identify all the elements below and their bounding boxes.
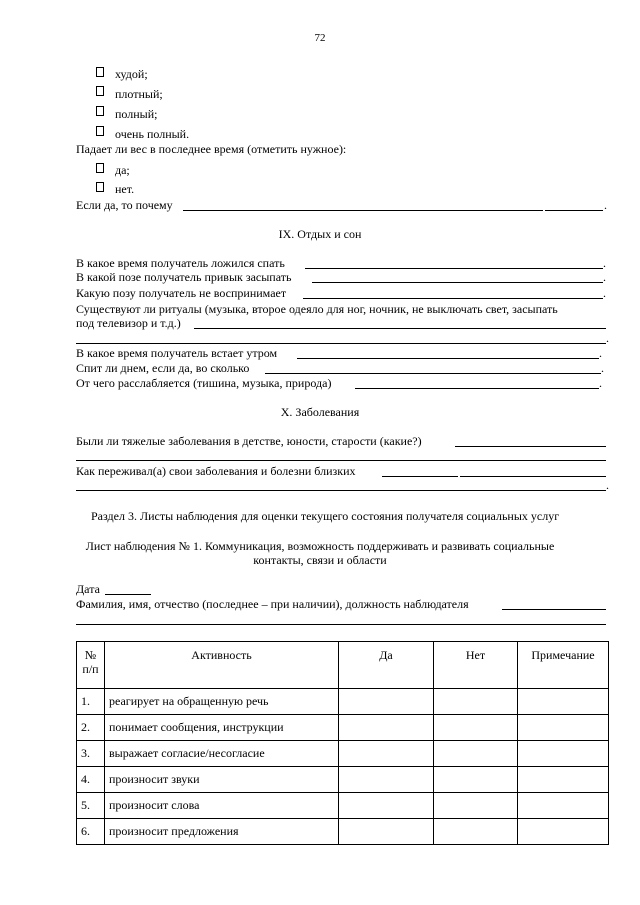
cell-yes[interactable] — [339, 741, 434, 767]
row-activity: понимает сообщения, инструкции — [105, 715, 339, 741]
date-label: Дата — [76, 582, 100, 596]
sheet-1-title: Лист наблюдения № 1. Коммуникация, возможность поддерживать и развивать социальные — [85, 539, 555, 553]
rejected-pose-field[interactable] — [303, 298, 603, 299]
cell-note[interactable] — [518, 741, 609, 767]
cell-note[interactable] — [518, 793, 609, 819]
rituals-field[interactable] — [194, 328, 606, 329]
cell-no[interactable] — [434, 819, 518, 845]
coping-field-2[interactable] — [460, 476, 606, 477]
coping-label: Как переживал(а) свои заболевания и болезни близких — [76, 464, 356, 478]
rejected-pose-label: Какую позу получатель не воспринимает — [76, 286, 287, 300]
cell-yes[interactable] — [339, 715, 434, 741]
weight-reason-label: Если да, то почему — [76, 198, 173, 212]
col-no-header: Нет — [434, 642, 518, 689]
weight-reason-field-2[interactable] — [545, 210, 603, 211]
table-row — [77, 715, 609, 741]
cell-note[interactable] — [518, 819, 609, 845]
table-row — [77, 793, 609, 819]
row-activity: произносит звуки — [105, 767, 339, 793]
row-number: 4. — [77, 767, 105, 793]
section-ix-title: IX. Отдых и сон — [278, 227, 362, 241]
severe-diseases-label: Были ли тяжелые заболевания в детстве, юности, старости (какие?) — [76, 434, 422, 448]
cell-yes[interactable] — [339, 689, 434, 715]
row-number: 3. — [77, 741, 105, 767]
col-number-header-line1: № — [84, 648, 97, 662]
checkbox-thin[interactable] — [96, 67, 104, 77]
cell-no[interactable] — [434, 689, 518, 715]
rituals-field-2[interactable] — [76, 343, 606, 344]
table-row — [77, 819, 609, 845]
weight-reason-field[interactable] — [183, 210, 543, 211]
coping-field[interactable] — [382, 476, 458, 477]
wake-time-label: В какое время получатель встает утром — [76, 346, 278, 360]
row-activity: произносит слова — [105, 793, 339, 819]
sheet-1-title-cont: контакты, связи и области — [253, 553, 387, 567]
wake-time-field[interactable] — [297, 358, 599, 359]
col-yes-header: Да — [339, 642, 434, 689]
sleep-time-field[interactable] — [305, 268, 603, 269]
table-row — [77, 689, 609, 715]
section-x-title: X. Заболевания — [280, 405, 360, 419]
col-activity-header: Активность — [105, 642, 339, 689]
date-field[interactable] — [105, 594, 151, 595]
day-sleep-field[interactable] — [265, 373, 601, 374]
option-thin-label: худой; — [115, 67, 148, 81]
option-solid-label: плотный; — [115, 87, 163, 101]
col-number-header-line2: п/п — [82, 662, 99, 676]
col-note-header: Примечание — [518, 642, 609, 689]
rituals-label-cont: под телевизор и т.д.) — [76, 316, 181, 330]
weight-question: Падает ли вес в последнее время (отметить нужное): — [76, 142, 347, 156]
severe-diseases-field[interactable] — [455, 446, 606, 447]
cell-note[interactable] — [518, 689, 609, 715]
observer-label: Фамилия, имя, отчество (последнее – при наличии), должность наблюдателя — [76, 597, 469, 611]
row-activity: произносит предложения — [105, 819, 339, 845]
option-very-full-label: очень полный. — [115, 127, 190, 141]
cell-yes[interactable] — [339, 767, 434, 793]
observer-field-2[interactable] — [76, 624, 606, 625]
observer-field[interactable] — [502, 609, 606, 610]
cell-yes[interactable] — [339, 819, 434, 845]
checkbox-solid[interactable] — [96, 86, 104, 96]
option-yes-label: да; — [115, 163, 130, 177]
table-row — [77, 741, 609, 767]
relax-label: От чего расслабляется (тишина, музыка, природа) — [76, 376, 332, 390]
day-sleep-label: Спит ли днем, если да, во сколько — [76, 361, 250, 375]
row-number: 1. — [77, 689, 105, 715]
sleep-pose-field[interactable] — [312, 282, 603, 283]
checkbox-full[interactable] — [96, 106, 104, 116]
severe-diseases-field-2[interactable] — [76, 460, 606, 461]
cell-no[interactable] — [434, 767, 518, 793]
checkbox-no[interactable] — [96, 182, 104, 192]
cell-yes[interactable] — [339, 793, 434, 819]
table-header-row — [77, 642, 609, 689]
cell-note[interactable] — [518, 767, 609, 793]
row-number: 2. — [77, 715, 105, 741]
page-number: 72 — [314, 32, 326, 44]
cell-no[interactable] — [434, 793, 518, 819]
option-full-label: полный; — [115, 107, 158, 121]
observation-table — [76, 641, 609, 845]
table-row — [77, 767, 609, 793]
relax-field[interactable] — [355, 388, 599, 389]
section-3-title: Раздел 3. Листы наблюдения для оценки текущего состояния получателя социальных услуг — [91, 509, 560, 523]
row-activity: выражает согласие/несогласие — [105, 741, 339, 767]
sleep-time-label: В какое время получатель ложился спать — [76, 256, 285, 270]
cell-no[interactable] — [434, 741, 518, 767]
option-no-label: нет. — [115, 182, 135, 196]
checkbox-yes[interactable] — [96, 163, 104, 173]
row-number: 5. — [77, 793, 105, 819]
row-number: 6. — [77, 819, 105, 845]
row-activity: реагирует на обращенную речь — [105, 689, 339, 715]
sleep-pose-label: В какой позе получатель привык засыпать — [76, 270, 292, 284]
cell-note[interactable] — [518, 715, 609, 741]
col-number-header — [77, 642, 105, 689]
rituals-label: Существуют ли ритуалы (музыка, второе одеяло для ног, ночник, не выключать свет, засыпать — [76, 302, 558, 316]
cell-no[interactable] — [434, 715, 518, 741]
checkbox-very-full[interactable] — [96, 126, 104, 136]
coping-field-3[interactable] — [76, 490, 606, 491]
